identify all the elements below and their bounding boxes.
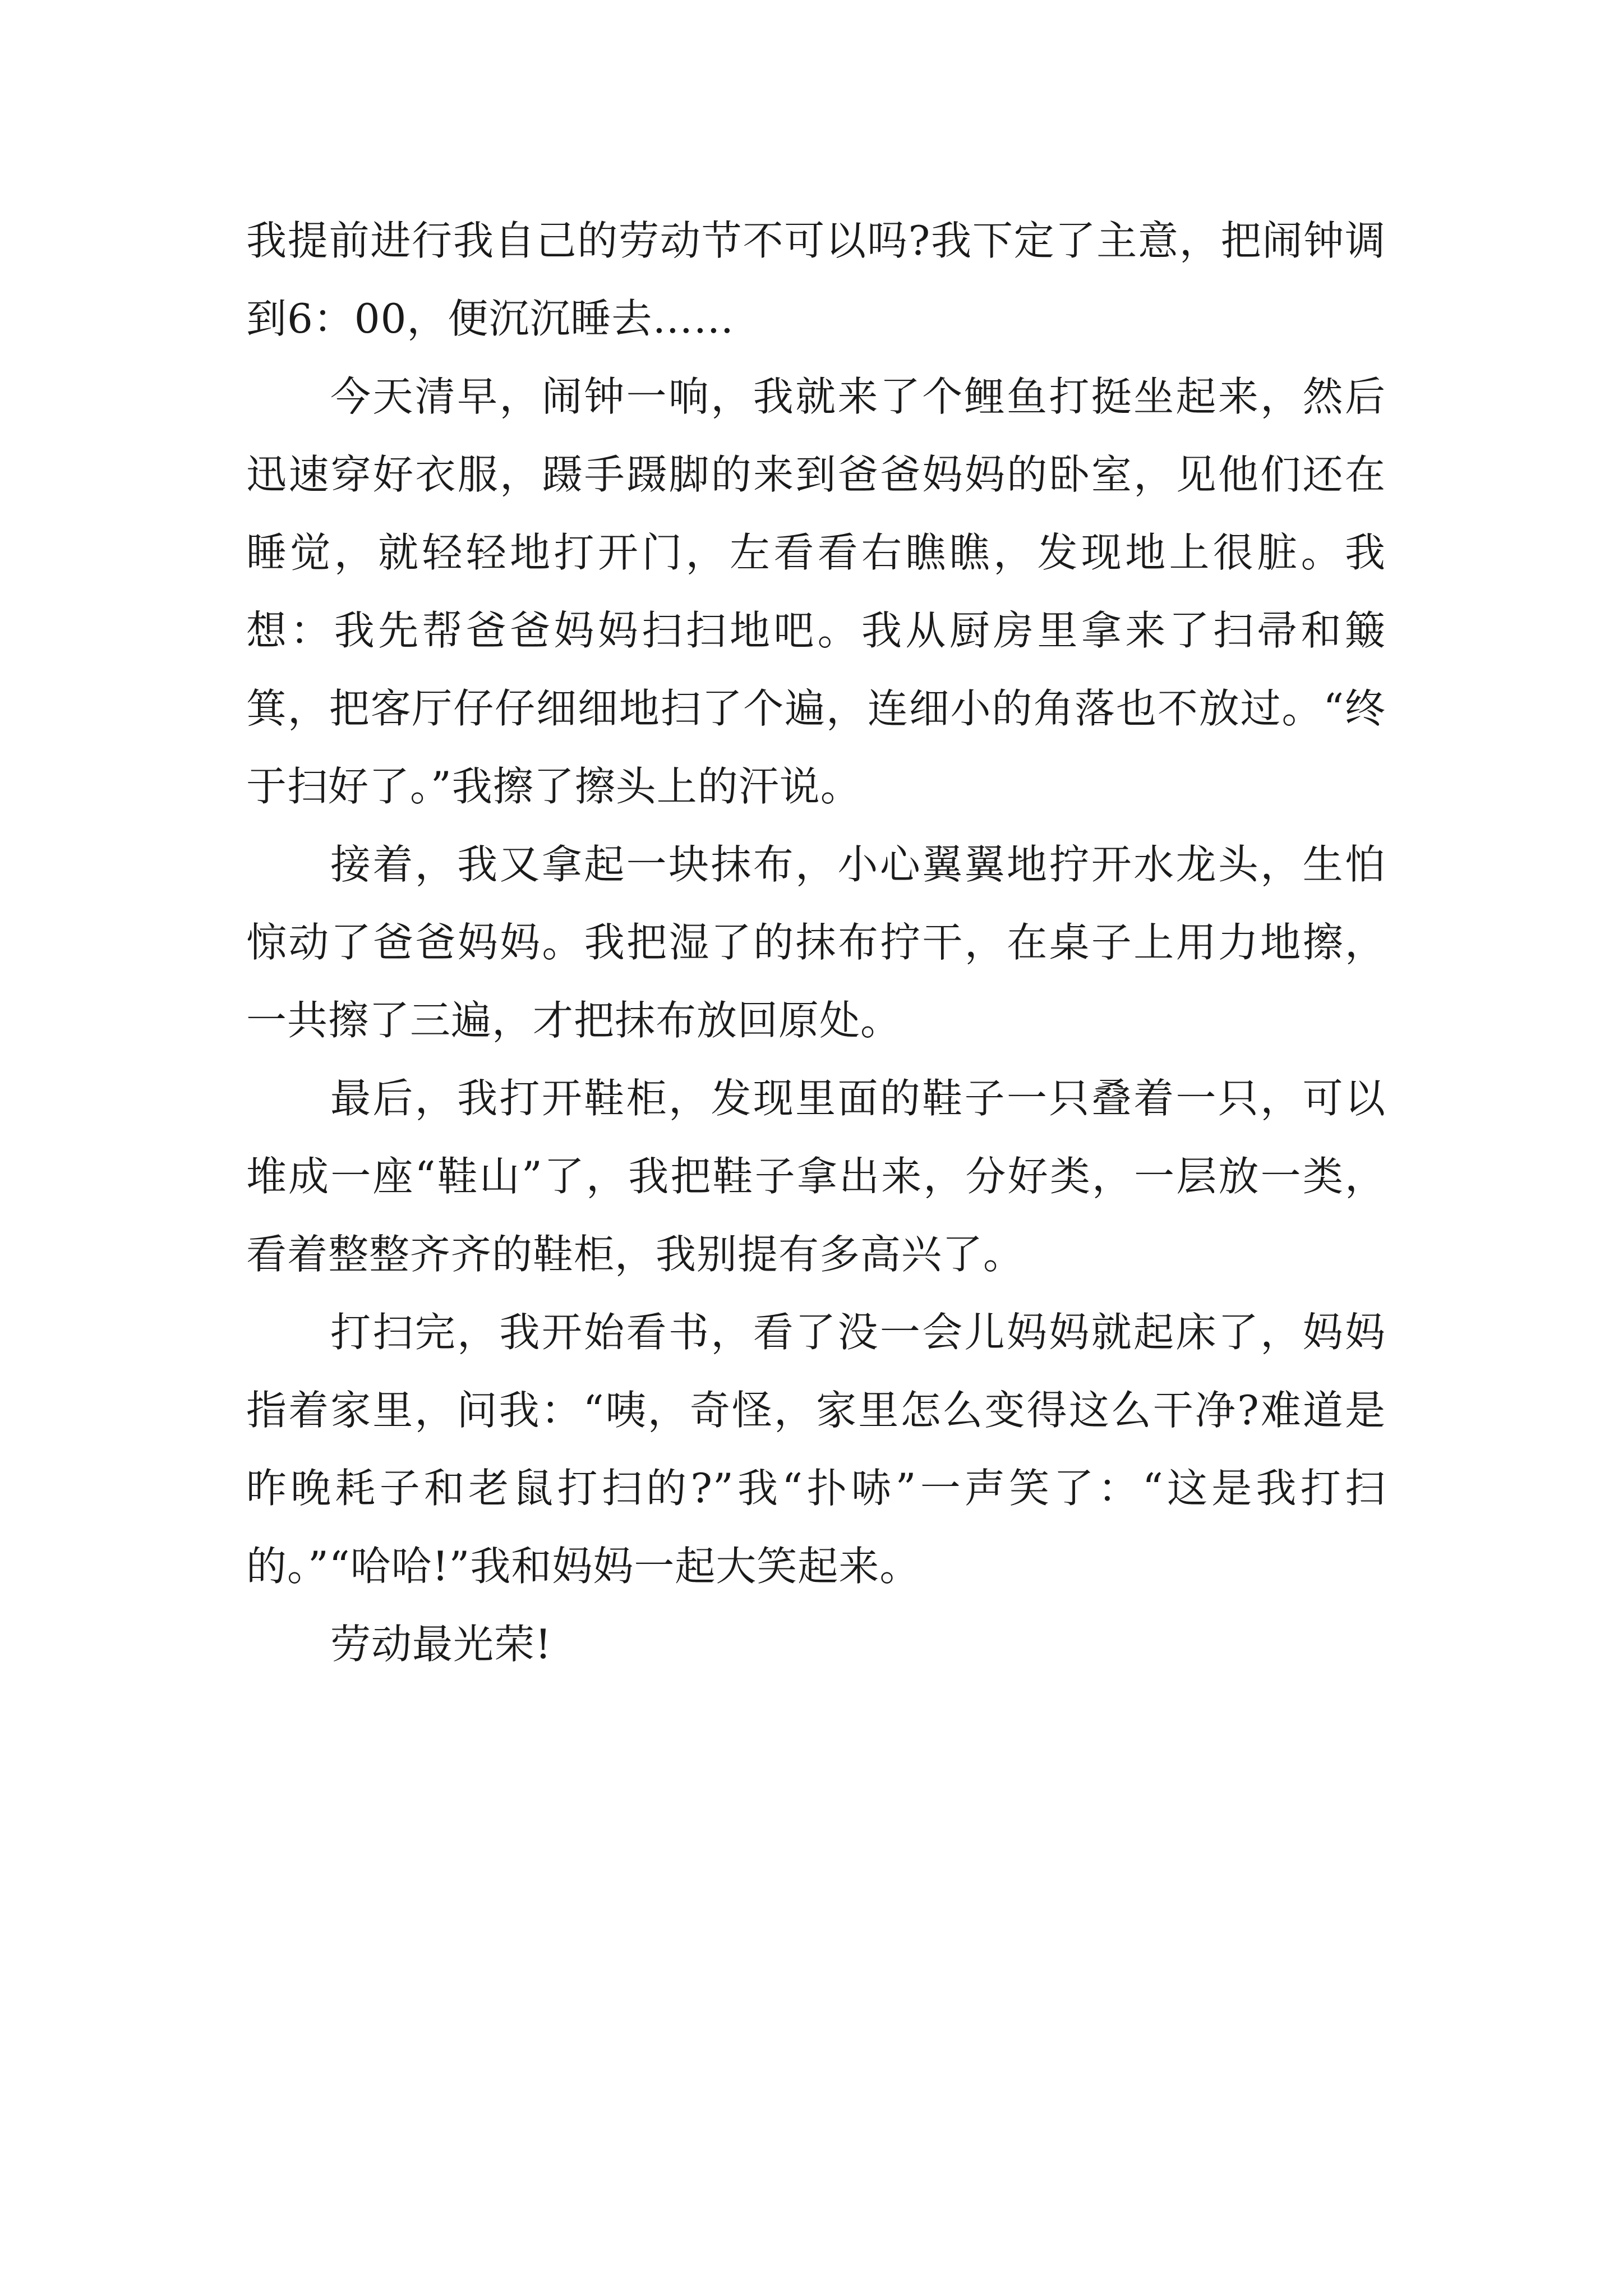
paragraph-5: 打扫完，我开始看书，看了没一会儿妈妈就起床了，妈妈指着家里，问我：“咦，奇怪，家里怎么变得这么干净?难道是昨晚耗子和老鼠打扫的?”我“扑哧”一声笑了：“这是我打扫的。”“哈哈!”我和妈妈一起大笑起来。 <box>246 1309 1386 1590</box>
article-body <box>246 202 1386 1683</box>
paragraph-2: 今天清早，闹钟一响，我就来了个鲤鱼打挺坐起来，然后迅速穿好衣服，蹑手蹑脚的来到爸爸妈妈的卧室，见他们还在睡觉，就轻轻地打开门，左看看右瞧瞧，发现地上很脏。我想：我先帮爸爸妈妈扫扫地吧。我从厨房里拿来了扫帚和簸箕，把客厅仔仔细细地扫了个遍，连细小的角落也不放过。“终于扫好了。”我擦了擦头上的汗说。 <box>246 373 1386 810</box>
paragraph-1: 我提前进行我自己的劳动节不可以吗?我下定了主意，把闹钟调到6：00，便沉沉睡去…… <box>246 217 1386 342</box>
paragraph-6: 劳动最光荣! <box>330 1621 552 1668</box>
paragraph-4: 最后，我打开鞋柜，发现里面的鞋子一只叠着一只，可以堆成一座“鞋山”了，我把鞋子拿出来，分好类，一层放一类，看着整整齐齐的鞋柜，我别提有多高兴了。 <box>246 1075 1386 1278</box>
paragraph-3: 接着，我又拿起一块抹布，小心翼翼地拧开水龙头，生怕惊动了爸爸妈妈。我把湿了的抹布拧干，在桌子上用力地擦，一共擦了三遍，才把抹布放回原处。 <box>246 841 1386 1044</box>
